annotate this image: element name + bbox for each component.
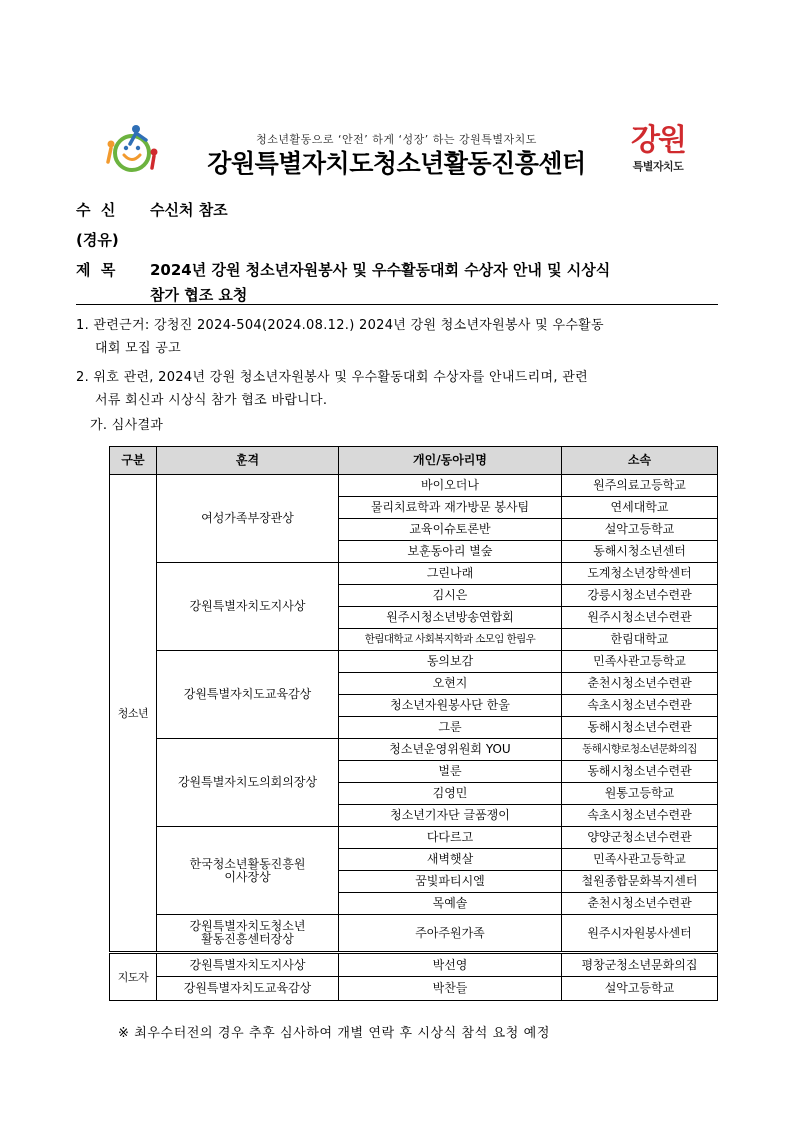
award-cell: 강원특별자치도교육감상 — [157, 651, 339, 739]
category-youth: 청소년 — [110, 475, 157, 953]
org-cell: 동해시향로청소년문화의집 — [562, 739, 718, 761]
paragraph-1-line-2: 대회 모집 공고 — [95, 341, 182, 356]
org-cell: 속초시청소년수련관 — [562, 695, 718, 717]
org-cell: 원주시자원봉사센터 — [562, 915, 718, 953]
category-leader: 지도자 — [110, 953, 157, 1001]
header-category: 구분 — [110, 447, 157, 475]
awards-table — [109, 446, 718, 1001]
org-cell: 춘천시청소년수련관 — [562, 893, 718, 915]
table-row — [110, 915, 718, 953]
via-label: (경유) — [76, 231, 119, 249]
org-cell: 민족사관고등학교 — [562, 849, 718, 871]
org-cell: 설악고등학교 — [562, 519, 718, 541]
name-cell: 청소년자원봉사단 한울 — [339, 695, 562, 717]
name-cell: 그린나래 — [339, 563, 562, 585]
gangwon-logo-main: 강원 — [631, 123, 685, 158]
table-row — [110, 827, 718, 849]
award-cell — [157, 915, 339, 953]
table-row — [110, 475, 718, 497]
org-cell: 연세대학교 — [562, 497, 718, 519]
name-cell: 새벽햇살 — [339, 849, 562, 871]
name-cell: 오현지 — [339, 673, 562, 695]
org-cell: 강릉시청소년수련관 — [562, 585, 718, 607]
award-cell — [157, 827, 339, 915]
subject-line-2: 참가 협조 요청 — [150, 286, 248, 304]
award-cell: 강원특별자치도의회의장상 — [157, 739, 339, 827]
org-cell: 민족사관고등학교 — [562, 651, 718, 673]
header-name: 개인/동아리명 — [339, 447, 562, 475]
sub-heading-results: 가. 심사결과 — [90, 418, 164, 433]
name-cell: 김시은 — [339, 585, 562, 607]
org-cell: 동해시청소년수련관 — [562, 761, 718, 783]
organization-name: 강원특별자치도청소년활동진흥센터 — [207, 149, 586, 178]
name-cell: 목예솔 — [339, 893, 562, 915]
recipient-value: 수신처 참조 — [150, 201, 228, 219]
table-row — [110, 563, 718, 585]
org-cell: 한림대학교 — [562, 629, 718, 651]
subject-line-1: 2024년 강원 청소년자원봉사 및 우수활동대회 수상자 안내 및 시상식 — [150, 261, 611, 279]
name-cell: 보훈동아리 별숲 — [339, 541, 562, 563]
name-cell: 한림대학교 사회복지학과 소모임 한림우 — [339, 629, 562, 651]
paragraph-1-line-1: 1. 관련근거: 강청진 2024-504(2024.08.12.) 2024년 강원 청소년자원봉사 및 우수활동 — [76, 318, 604, 333]
table-row — [110, 739, 718, 761]
name-cell: 다다르고 — [339, 827, 562, 849]
award-line-1: 강원특별자치도청소년 — [189, 919, 306, 933]
header-award: 훈격 — [157, 447, 339, 475]
org-cell: 철원종합문화복지센터 — [562, 871, 718, 893]
award-line-2: 이사장상 — [224, 869, 271, 884]
org-cell: 평창군청소년문화의집 — [562, 953, 718, 977]
name-cell: 박선영 — [339, 953, 562, 977]
name-cell: 바이오더나 — [339, 475, 562, 497]
org-cell: 양양군청소년수련관 — [562, 827, 718, 849]
name-cell: 꿈빛파티시엘 — [339, 871, 562, 893]
org-cell: 원주시청소년수련관 — [562, 607, 718, 629]
org-cell: 속초시청소년수련관 — [562, 805, 718, 827]
name-cell: 청소년운영위원회 YOU — [339, 739, 562, 761]
subject-label: 제 목 — [76, 261, 116, 279]
table-row — [110, 953, 718, 977]
header-affiliation: 소속 — [562, 447, 718, 475]
name-cell: 박찬들 — [339, 977, 562, 1001]
org-cell: 춘천시청소년수련관 — [562, 673, 718, 695]
footnote: ※ 최우수터전의 경우 추후 심사하여 개별 연락 후 시상식 참석 요청 예정 — [118, 1026, 550, 1041]
name-cell: 그룬 — [339, 717, 562, 739]
award-line-2: 활동진흥센터장상 — [201, 932, 294, 946]
header-divider — [76, 304, 718, 305]
org-cell: 원통고등학교 — [562, 783, 718, 805]
org-cell: 도계청소년장학센터 — [562, 563, 718, 585]
award-line-1: 한국청소년활동진흥원 — [189, 856, 306, 871]
name-cell: 벌룬 — [339, 761, 562, 783]
name-cell: 주아주원가족 — [339, 915, 562, 953]
name-cell: 청소년기자단 글품쟁이 — [339, 805, 562, 827]
table-row — [110, 977, 718, 1001]
org-cell: 원주의료고등학교 — [562, 475, 718, 497]
org-cell: 설악고등학교 — [562, 977, 718, 1001]
name-cell: 원주시청소년방송연합회 — [339, 607, 562, 629]
table-header-row — [110, 447, 718, 475]
table-row — [110, 651, 718, 673]
award-cell: 강원특별자치도지사상 — [157, 953, 339, 977]
org-cell: 동해시청소년센터 — [562, 541, 718, 563]
award-cell: 여성가족부장관상 — [157, 475, 339, 563]
org-cell: 동해시청소년수련관 — [562, 717, 718, 739]
slogan: 청소년활동으로 ‘안전’ 하게 ‘성장’ 하는 강원특별자치도 — [256, 133, 537, 146]
gangwon-logo-sub: 특별자치도 — [632, 160, 684, 173]
name-cell: 교육이슈토론반 — [339, 519, 562, 541]
name-cell: 동의보감 — [339, 651, 562, 673]
recipient-label: 수 신 — [76, 201, 116, 219]
award-cell: 강원특별자치도교육감상 — [157, 977, 339, 1001]
award-cell: 강원특별자치도지사상 — [157, 563, 339, 651]
name-cell: 물리치료학과 재가방문 봉사팀 — [339, 497, 562, 519]
paragraph-2-line-2: 서류 회신과 시상식 참가 협조 바랍니다. — [95, 393, 328, 408]
gangwon-logo — [625, 122, 691, 184]
name-cell: 김영민 — [339, 783, 562, 805]
paragraph-2-line-1: 2. 위호 관련, 2024년 강원 청소년자원봉사 및 우수활동대회 수상자를 안내드리며, 관련 — [76, 370, 588, 385]
